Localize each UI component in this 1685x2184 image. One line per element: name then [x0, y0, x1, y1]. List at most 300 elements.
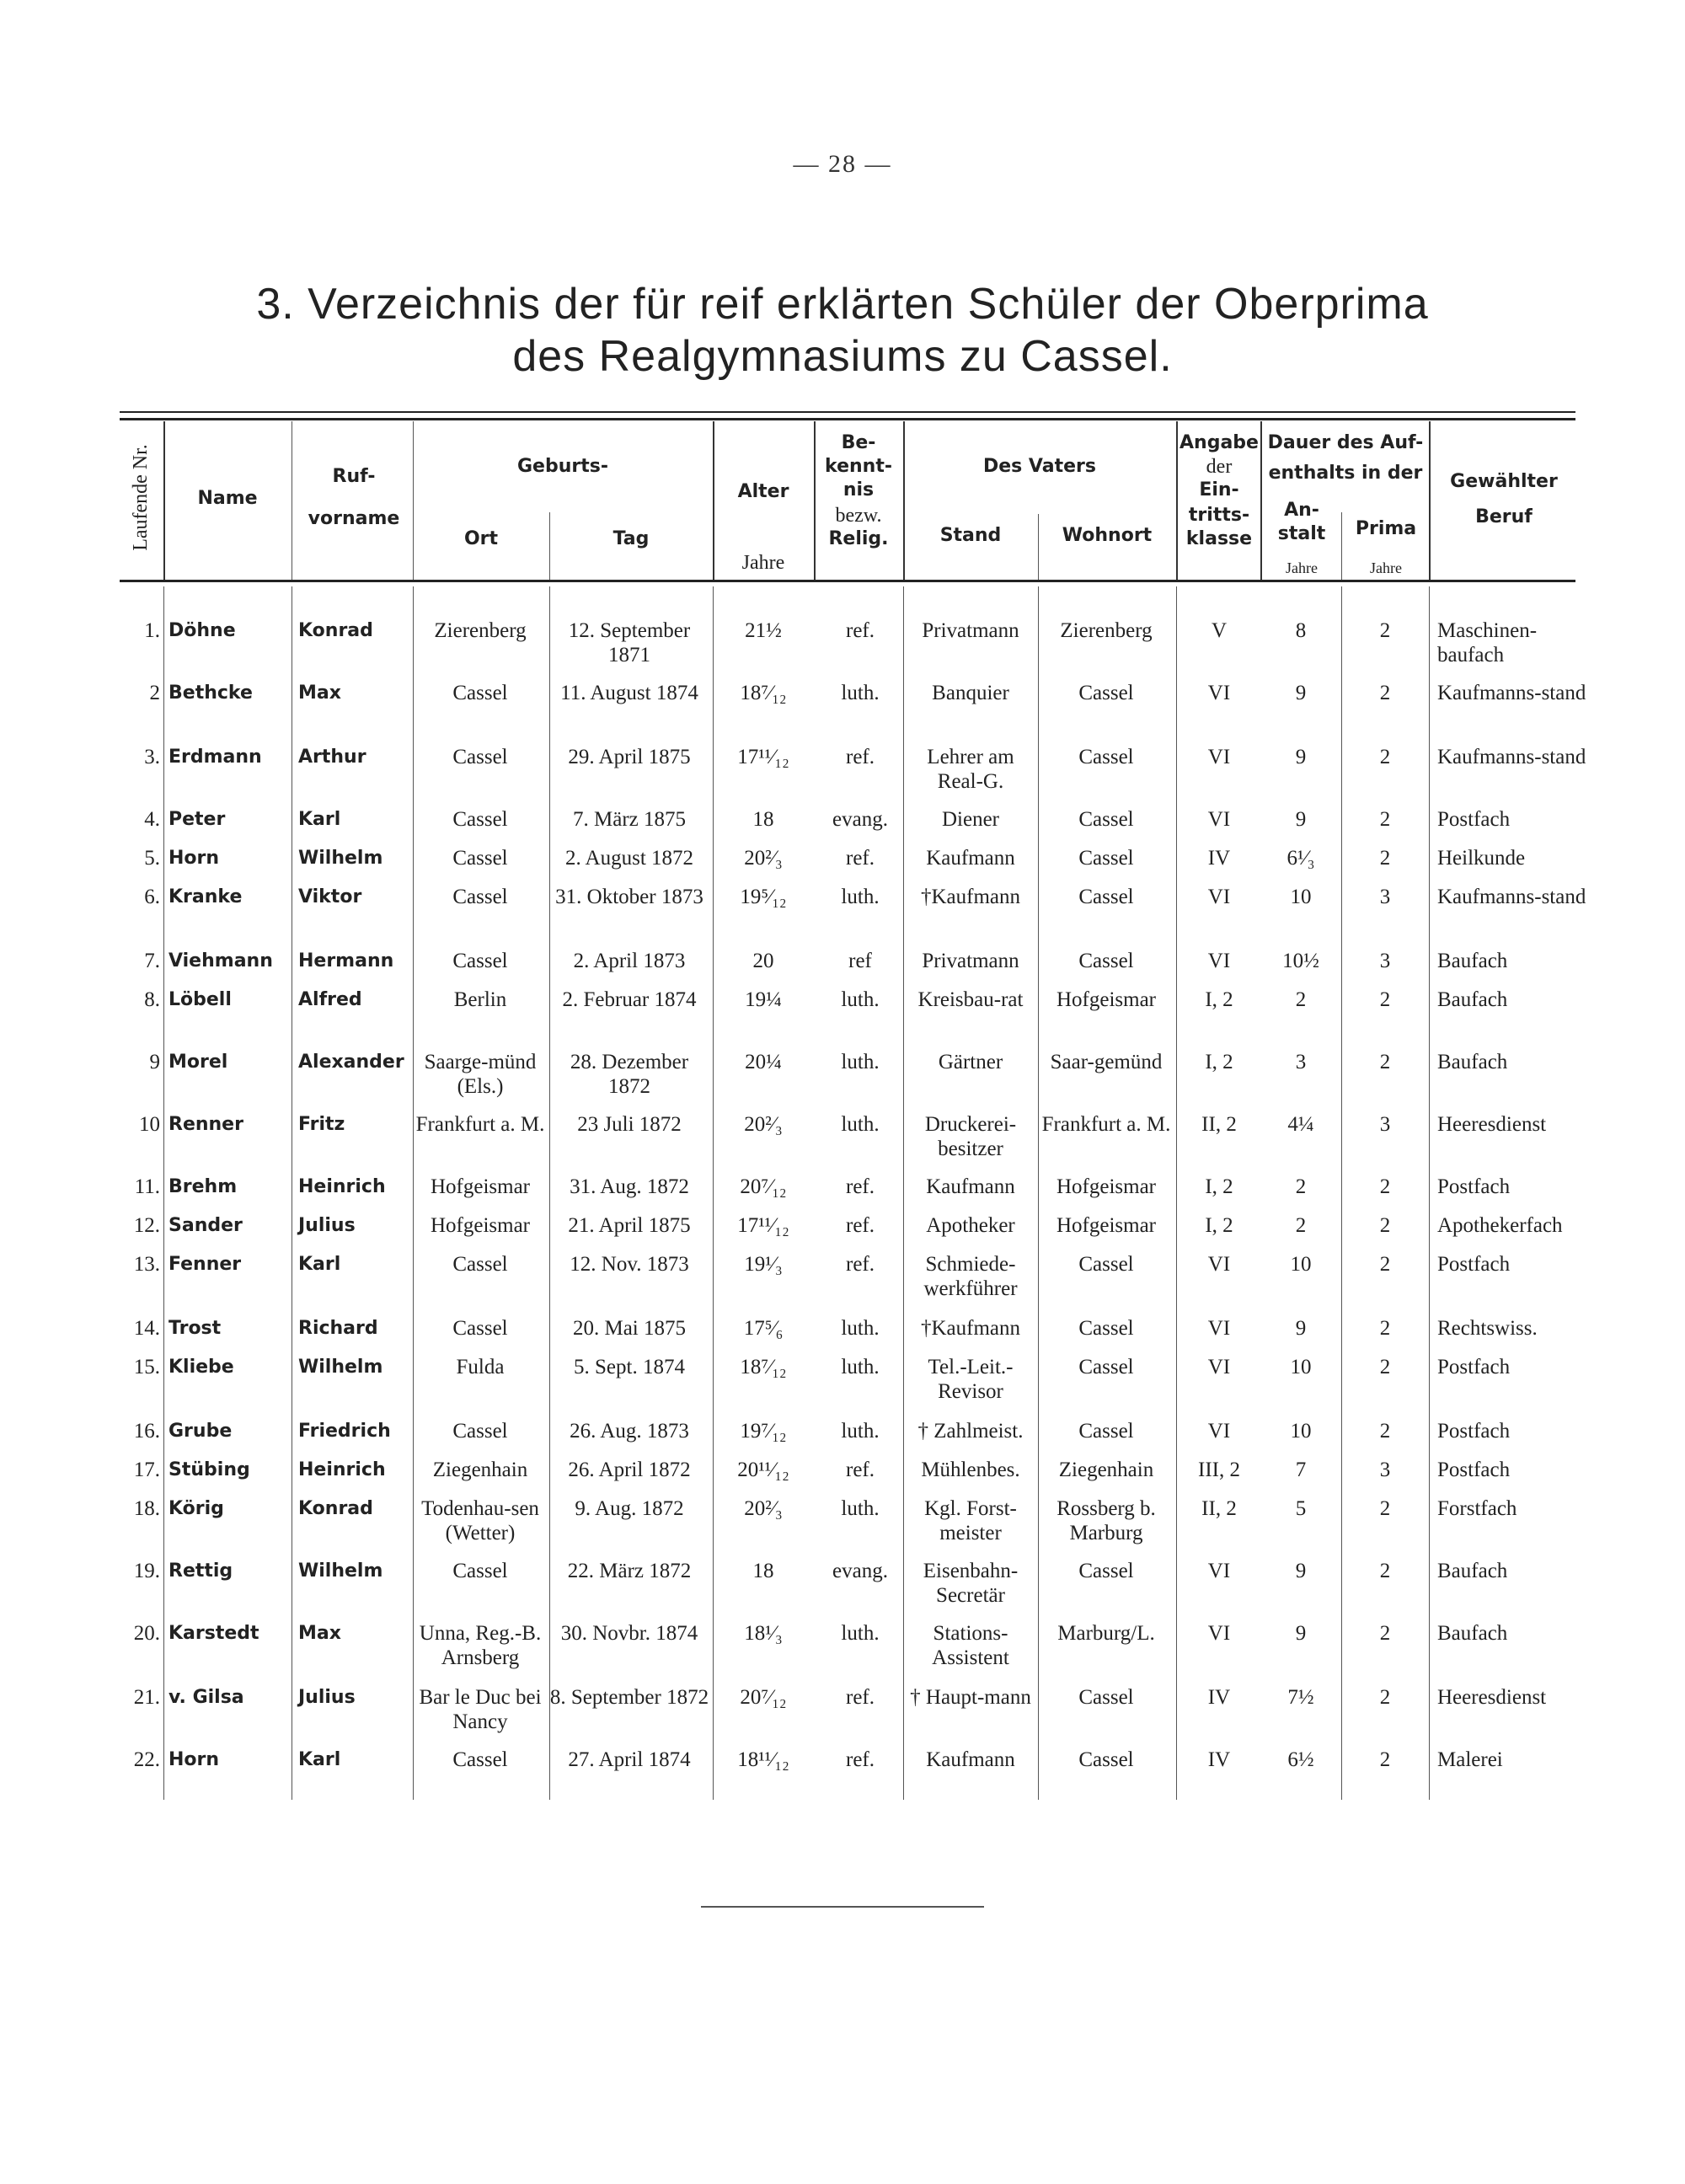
row-dauer-prima: 2	[1379, 1253, 1391, 1276]
row-alter: 20¼	[745, 1051, 782, 1073]
row-geburtsort: Cassel	[452, 746, 508, 768]
row-alter: 21½	[745, 619, 782, 642]
row-rufname: Alexander	[298, 1052, 404, 1073]
row-rufname: Wilhelm	[298, 1357, 383, 1378]
row-number: 12.	[133, 1214, 160, 1237]
row-vater-wohnort: Cassel	[1078, 1356, 1134, 1378]
row-vater-wohnort: Ziegenhain	[1058, 1459, 1154, 1481]
header-anstalt-2: stalt	[1277, 523, 1326, 544]
row-name: Löbell	[168, 989, 232, 1010]
row-name: Kranke	[168, 886, 243, 907]
row-rufname: Friedrich	[298, 1421, 391, 1442]
row-number: 10	[139, 1113, 160, 1136]
row-dauer-anstalt: 4¼	[1287, 1113, 1314, 1136]
row-religion: luth.	[841, 886, 880, 908]
row-rufname: Julius	[298, 1687, 356, 1708]
row-rufname: Wilhelm	[298, 848, 383, 869]
row-vater-wohnort: Zierenberg	[1060, 619, 1153, 642]
row-alter: 19¹⁄₃	[744, 1253, 783, 1276]
header-ort: Ort	[463, 528, 499, 549]
row-geburtstag: 29. April 1875	[568, 746, 691, 768]
header-bek-1: Be-	[841, 432, 876, 453]
row-rufname: Viktor	[298, 886, 362, 907]
row-alter: 17⁵⁄₆	[743, 1317, 784, 1340]
row-geburtstag: 22. März 1872	[567, 1560, 692, 1582]
row-dauer-anstalt: 9	[1295, 746, 1307, 768]
row-geburtsort: Frankfurt a. M.	[415, 1113, 545, 1136]
row-name: Brehm	[168, 1176, 238, 1197]
row-name: Rettig	[168, 1560, 233, 1582]
row-number: 4.	[144, 808, 160, 831]
row-number: 18.	[133, 1497, 160, 1520]
row-religion: ref	[848, 950, 872, 972]
header-angabe-2: der	[1206, 456, 1233, 478]
row-vater-stand: Diener	[941, 808, 1000, 831]
row-beruf: Kaufmanns-stand	[1437, 886, 1586, 908]
row-rufname: Konrad	[298, 1498, 373, 1519]
row-vater-wohnort: Cassel	[1078, 847, 1134, 870]
page-title	[0, 278, 1685, 383]
row-beruf: Maschinen-baufach	[1437, 619, 1538, 666]
header-geburts: Geburts-	[517, 456, 608, 477]
row-eintrittsklasse: VI	[1207, 746, 1231, 768]
row-alter: 19⁵⁄₁₂	[740, 886, 787, 908]
row-beruf: Rechtswiss.	[1437, 1317, 1538, 1340]
table-row	[0, 1496, 1685, 1560]
row-vater-stand: Stations-Assistent	[932, 1622, 1009, 1669]
row-rufname: Hermann	[298, 950, 394, 972]
row-geburtsort: Cassel	[452, 1748, 508, 1771]
row-name: Renner	[168, 1114, 243, 1135]
row-geburtsort: Cassel	[452, 950, 508, 972]
row-dauer-prima: 2	[1379, 1497, 1391, 1520]
row-name: v. Gilsa	[168, 1687, 244, 1708]
row-alter: 17¹¹⁄₁₂	[737, 1214, 789, 1237]
row-rufname: Max	[298, 682, 341, 704]
header-dauer-1: Dauer des Auf-	[1267, 432, 1424, 453]
header-angabe-3: Ein-	[1199, 479, 1239, 500]
table-row	[0, 1621, 1685, 1685]
row-dauer-prima: 2	[1379, 1748, 1391, 1771]
row-geburtstag: 26. April 1872	[568, 1459, 691, 1481]
row-beruf: Baufach	[1437, 1622, 1508, 1645]
row-beruf: Baufach	[1437, 1560, 1508, 1582]
row-vater-wohnort: Hofgeismar	[1056, 1175, 1157, 1198]
table-row	[0, 745, 1685, 809]
table-row	[0, 1050, 1685, 1114]
row-dauer-anstalt: 2	[1295, 988, 1307, 1011]
row-eintrittsklasse: I, 2	[1205, 1051, 1233, 1073]
header-laufende-nr: Laufende Nr.	[129, 443, 152, 551]
row-vater-stand: Eisenbahn-Secretär	[923, 1560, 1019, 1607]
row-alter: 20¹¹⁄₁₂	[737, 1459, 789, 1481]
table-header-rule	[120, 580, 1575, 582]
row-beruf: Postfach	[1437, 1420, 1511, 1443]
row-beruf: Postfach	[1437, 1356, 1511, 1378]
row-geburtstag: 2. Februar 1874	[562, 988, 697, 1011]
row-dauer-anstalt: 3	[1295, 1051, 1307, 1073]
row-geburtstag: 7. März 1875	[573, 808, 686, 831]
row-geburtsort: Cassel	[452, 808, 508, 831]
row-beruf: Postfach	[1437, 1459, 1511, 1481]
row-geburtsort: Todenhau-sen (Wetter)	[421, 1497, 539, 1544]
row-rufname: Heinrich	[298, 1176, 386, 1197]
row-dauer-anstalt: 5	[1295, 1497, 1307, 1520]
header-anstalt-1: An-	[1284, 500, 1319, 521]
row-eintrittsklasse: VI	[1207, 950, 1231, 972]
row-rufname: Julius	[298, 1215, 356, 1236]
header-beruf-1: Gewählter	[1450, 471, 1558, 492]
row-geburtsort: Cassel	[452, 682, 508, 704]
row-rufname: Heinrich	[298, 1459, 386, 1480]
row-name: Viehmann	[168, 950, 273, 972]
row-alter: 20	[752, 950, 774, 972]
row-geburtstag: 30. Novbr. 1874	[560, 1622, 698, 1645]
row-name: Karstedt	[168, 1623, 259, 1644]
row-name: Horn	[168, 1749, 220, 1770]
row-rufname: Alfred	[298, 989, 362, 1010]
row-vater-wohnort: Saar-gemünd	[1050, 1051, 1163, 1073]
row-dauer-prima: 3	[1379, 950, 1391, 972]
row-religion: ref.	[846, 619, 875, 642]
row-dauer-prima: 2	[1379, 847, 1391, 870]
header-ruf-2: vorname	[308, 508, 400, 529]
closing-rule	[701, 1906, 984, 1908]
row-eintrittsklasse: I, 2	[1205, 1214, 1233, 1237]
header-beruf-2: Beruf	[1475, 506, 1533, 527]
row-rufname: Arthur	[298, 747, 366, 768]
row-geburtsort: Cassel	[452, 847, 508, 870]
row-name: Kliebe	[168, 1357, 234, 1378]
row-vater-wohnort: Cassel	[1078, 950, 1134, 972]
row-number: 5.	[144, 847, 160, 870]
row-number: 13.	[133, 1253, 160, 1276]
row-number: 7.	[144, 950, 160, 972]
row-vater-wohnort: Cassel	[1078, 1253, 1134, 1276]
row-religion: ref.	[846, 746, 875, 768]
table-row	[0, 1112, 1685, 1176]
row-geburtsort: Hofgeismar	[430, 1175, 531, 1198]
row-beruf: Kaufmanns-stand	[1437, 682, 1586, 704]
table-row	[0, 681, 1685, 745]
row-number: 6.	[144, 886, 160, 908]
row-name: Erdmann	[168, 747, 262, 768]
row-geburtstag: 31. Aug. 1872	[570, 1175, 689, 1198]
table-top-rule	[120, 411, 1575, 413]
row-name: Morel	[168, 1052, 228, 1073]
header-bek-2: kennt-	[825, 456, 892, 477]
row-number: 17.	[133, 1459, 160, 1481]
row-name: Grube	[168, 1421, 233, 1442]
header-angabe-1: Angabe	[1180, 432, 1259, 453]
row-alter: 20²⁄₃	[744, 1497, 783, 1520]
row-vater-wohnort: Cassel	[1078, 1420, 1134, 1443]
row-geburtstag: 2. April 1873	[573, 950, 686, 972]
row-name: Döhne	[168, 620, 236, 641]
row-vater-stand: Kaufmann	[926, 1175, 1015, 1198]
row-eintrittsklasse: IV	[1207, 1686, 1231, 1709]
row-beruf: Heeresdienst	[1437, 1686, 1547, 1709]
row-vater-stand: Druckerei-besitzer	[924, 1113, 1017, 1160]
row-dauer-anstalt: 6½	[1287, 1748, 1314, 1771]
row-vater-stand: † Haupt-mann	[910, 1686, 1031, 1709]
col-divider	[1341, 512, 1342, 580]
row-religion: luth.	[841, 682, 880, 704]
row-geburtstag: 5. Sept. 1874	[574, 1356, 685, 1378]
row-eintrittsklasse: VI	[1207, 1356, 1231, 1378]
row-dauer-anstalt: 9	[1295, 1560, 1307, 1582]
row-geburtsort: Zierenberg	[434, 619, 527, 642]
row-alter: 20²⁄₃	[744, 847, 783, 870]
row-religion: luth.	[841, 988, 880, 1011]
row-eintrittsklasse: V	[1211, 619, 1228, 642]
row-number: 21.	[133, 1686, 160, 1709]
col-divider	[903, 421, 905, 580]
row-vater-stand: Kaufmann	[926, 847, 1015, 870]
row-eintrittsklasse: VI	[1207, 682, 1231, 704]
row-number: 3.	[144, 746, 160, 768]
row-beruf: Heilkunde	[1437, 847, 1526, 870]
row-geburtstag: 26. Aug. 1873	[570, 1420, 689, 1443]
header-des-vaters: Des Vaters	[983, 456, 1096, 477]
row-eintrittsklasse: IV	[1207, 847, 1231, 870]
row-beruf: Baufach	[1437, 1051, 1508, 1073]
row-religion: evang.	[832, 1560, 888, 1582]
row-dauer-prima: 2	[1379, 682, 1391, 704]
row-beruf: Baufach	[1437, 988, 1508, 1011]
row-vater-wohnort: Rossberg b. Marburg	[1056, 1497, 1156, 1544]
row-geburtstag: 23 Juli 1872	[577, 1113, 682, 1136]
row-vater-stand: † Zahlmeist.	[917, 1420, 1024, 1443]
row-number: 1.	[144, 619, 160, 642]
row-alter: 18⁷⁄₁₂	[740, 682, 787, 704]
row-eintrittsklasse: VI	[1207, 1622, 1231, 1645]
header-alter: Alter	[737, 481, 789, 502]
row-beruf: Forstfach	[1437, 1497, 1517, 1520]
row-vater-wohnort: Hofgeismar	[1056, 988, 1157, 1011]
row-dauer-prima: 2	[1379, 808, 1391, 831]
header-prima-jahre: Jahre	[1370, 559, 1402, 576]
row-beruf: Apothekerfach	[1437, 1214, 1563, 1237]
header-bek-4: bezw.	[835, 505, 882, 527]
row-religion: luth.	[841, 1051, 880, 1073]
row-alter: 20⁷⁄₁₂	[740, 1686, 787, 1709]
header-dauer-2: enthalts in der	[1268, 463, 1423, 484]
row-rufname: Fritz	[298, 1114, 345, 1135]
row-religion: ref.	[846, 1686, 875, 1709]
row-rufname: Karl	[298, 1254, 341, 1275]
row-dauer-anstalt: 6¹⁄₃	[1286, 847, 1315, 870]
row-dauer-anstalt: 10	[1290, 886, 1312, 908]
row-geburtsort: Unna, Reg.-B. Arnsberg	[419, 1622, 542, 1669]
row-dauer-anstalt: 7½	[1287, 1686, 1314, 1709]
title-line-1: 3. Verzeichnis der für reif erklärten Schüler der Oberprima	[256, 280, 1429, 329]
row-dauer-prima: 2	[1379, 988, 1391, 1011]
row-number: 15.	[133, 1356, 160, 1378]
row-religion: ref.	[846, 1214, 875, 1237]
row-dauer-anstalt: 9	[1295, 1622, 1307, 1645]
row-vater-stand: Apotheker	[926, 1214, 1015, 1237]
row-dauer-anstalt: 8	[1295, 619, 1307, 642]
row-vater-stand: Lehrer am Real-G.	[927, 746, 1014, 793]
row-religion: ref.	[846, 1253, 875, 1276]
row-geburtstag: 9. Aug. 1872	[575, 1497, 684, 1520]
row-dauer-prima: 2	[1379, 1317, 1391, 1340]
row-beruf: Postfach	[1437, 1175, 1511, 1198]
header-name: Name	[197, 488, 258, 509]
row-dauer-anstalt: 10½	[1282, 950, 1319, 972]
row-dauer-prima: 3	[1379, 1113, 1391, 1136]
row-eintrittsklasse: VI	[1207, 1420, 1231, 1443]
row-eintrittsklasse: VI	[1207, 886, 1231, 908]
row-name: Horn	[168, 848, 220, 869]
row-geburtstag: 27. April 1874	[568, 1748, 691, 1771]
row-dauer-prima: 2	[1379, 1560, 1391, 1582]
row-number: 19.	[133, 1560, 160, 1582]
row-dauer-anstalt: 9	[1295, 682, 1307, 704]
row-eintrittsklasse: VI	[1207, 1317, 1231, 1340]
row-dauer-anstalt: 2	[1295, 1175, 1307, 1198]
row-geburtsort: Ziegenhain	[432, 1459, 528, 1481]
row-vater-stand: Kgl. Forst-meister	[924, 1497, 1017, 1544]
row-vater-stand: Kaufmann	[926, 1748, 1015, 1771]
row-eintrittsklasse: II, 2	[1201, 1497, 1237, 1520]
row-geburtsort: Cassel	[452, 1317, 508, 1340]
row-religion: ref.	[846, 1175, 875, 1198]
row-dauer-anstalt: 9	[1295, 808, 1307, 831]
row-religion: luth.	[841, 1113, 880, 1136]
header-angabe-4: tritts-	[1188, 505, 1250, 526]
row-vater-wohnort: Cassel	[1078, 1686, 1134, 1709]
row-eintrittsklasse: IV	[1207, 1748, 1231, 1771]
table-row	[0, 885, 1685, 949]
row-dauer-anstalt: 10	[1290, 1356, 1312, 1378]
row-vater-wohnort: Cassel	[1078, 682, 1134, 704]
row-rufname: Max	[298, 1623, 341, 1644]
row-dauer-anstalt: 7	[1295, 1459, 1307, 1481]
row-number: 8.	[144, 988, 160, 1011]
header-stand: Stand	[939, 525, 1002, 546]
row-alter: 18¹⁄₃	[744, 1622, 783, 1645]
row-vater-wohnort: Cassel	[1078, 746, 1134, 768]
row-dauer-prima: 3	[1379, 886, 1391, 908]
row-name: Sander	[168, 1215, 243, 1236]
row-religion: ref.	[846, 1748, 875, 1771]
row-vater-wohnort: Cassel	[1078, 1748, 1134, 1771]
row-beruf: Postfach	[1437, 1253, 1511, 1276]
row-geburtsort: Saarge-münd (Els.)	[424, 1051, 537, 1098]
row-geburtsort: Cassel	[452, 886, 508, 908]
row-vater-wohnort: Marburg/L.	[1057, 1622, 1155, 1645]
row-rufname: Karl	[298, 1749, 341, 1770]
row-religion: luth.	[841, 1317, 880, 1340]
row-geburtsort: Cassel	[452, 1420, 508, 1443]
row-religion: luth.	[841, 1622, 880, 1645]
row-geburtstag: 2. August 1872	[564, 847, 694, 870]
table-row	[0, 1355, 1685, 1419]
row-religion: ref.	[846, 847, 875, 870]
row-dauer-prima: 2	[1379, 746, 1391, 768]
row-name: Peter	[168, 809, 226, 830]
row-dauer-prima: 3	[1379, 1459, 1391, 1481]
row-vater-stand: Gärtner	[938, 1051, 1003, 1073]
row-rufname: Richard	[298, 1318, 378, 1339]
row-religion: luth.	[841, 1420, 880, 1443]
row-religion: evang.	[832, 808, 888, 831]
row-vater-stand: Privatmann	[922, 619, 1019, 642]
header-ruf-1: Ruf-	[332, 466, 376, 487]
header-angabe-5: klasse	[1185, 528, 1253, 549]
row-geburtsort: Hofgeismar	[430, 1214, 531, 1237]
row-alter: 18	[752, 808, 774, 831]
row-geburtstag: 12. Nov. 1873	[570, 1253, 689, 1276]
row-vater-wohnort: Frankfurt a. M.	[1041, 1113, 1171, 1136]
row-vater-stand: †Kaufmann	[920, 886, 1021, 908]
row-rufname: Karl	[298, 809, 341, 830]
header-bek-3: nis	[842, 479, 875, 500]
header-tag: Tag	[612, 528, 650, 549]
row-eintrittsklasse: VI	[1207, 1560, 1231, 1582]
row-vater-stand: Banquier	[932, 682, 1009, 704]
title-line-2: des Realgymnasiums zu Cassel.	[512, 332, 1173, 381]
table-top-rule-double	[120, 418, 1575, 420]
row-dauer-anstalt: 2	[1295, 1214, 1307, 1237]
row-number: 16.	[133, 1420, 160, 1443]
row-alter: 17¹¹⁄₁₂	[737, 746, 789, 768]
row-vater-wohnort: Hofgeismar	[1056, 1214, 1157, 1237]
header-prima: Prima	[1355, 518, 1417, 539]
row-vater-wohnort: Cassel	[1078, 808, 1134, 831]
row-alter: 20²⁄₃	[744, 1113, 783, 1136]
row-alter: 20⁷⁄₁₂	[740, 1175, 787, 1198]
row-dauer-prima: 2	[1379, 1356, 1391, 1378]
table-row	[0, 1559, 1685, 1623]
row-geburtstag: 12. September 1871	[568, 619, 691, 666]
page-number: — 28 —	[793, 150, 892, 178]
row-dauer-prima: 2	[1379, 1051, 1391, 1073]
col-divider	[163, 421, 165, 580]
row-eintrittsklasse: VI	[1207, 808, 1231, 831]
table-row	[0, 618, 1685, 682]
row-vater-stand: Schmiede-werkführer	[923, 1253, 1018, 1300]
row-vater-wohnort: Cassel	[1078, 1317, 1134, 1340]
row-vater-stand: Mühlenbes.	[921, 1459, 1020, 1481]
table-row	[0, 1748, 1685, 1812]
row-alter: 19¼	[745, 988, 782, 1011]
row-alter: 18⁷⁄₁₂	[740, 1356, 787, 1378]
row-geburtstag: 31. Oktober 1873	[555, 886, 703, 908]
row-name: Körig	[168, 1498, 224, 1519]
row-geburtsort: Fulda	[456, 1356, 505, 1378]
row-dauer-prima: 2	[1379, 1622, 1391, 1645]
row-rufname: Wilhelm	[298, 1560, 383, 1582]
row-name: Trost	[168, 1318, 222, 1339]
row-name: Bethcke	[168, 682, 253, 704]
row-geburtsort: Cassel	[452, 1560, 508, 1582]
row-geburtstag: 11. August 1874	[560, 682, 698, 704]
row-religion: luth.	[841, 1356, 880, 1378]
header-wohnort: Wohnort	[1062, 525, 1153, 546]
row-geburtstag: 20. Mai 1875	[572, 1317, 687, 1340]
row-dauer-prima: 2	[1379, 1175, 1391, 1198]
row-dauer-prima: 2	[1379, 1420, 1391, 1443]
row-geburtstag: 21. April 1875	[568, 1214, 691, 1237]
row-beruf: Heeresdienst	[1437, 1113, 1547, 1136]
row-geburtsort: Berlin	[453, 988, 507, 1011]
row-rufname: Konrad	[298, 620, 373, 641]
header-bek-5: Relig.	[828, 528, 889, 549]
row-alter: 18	[752, 1560, 774, 1582]
